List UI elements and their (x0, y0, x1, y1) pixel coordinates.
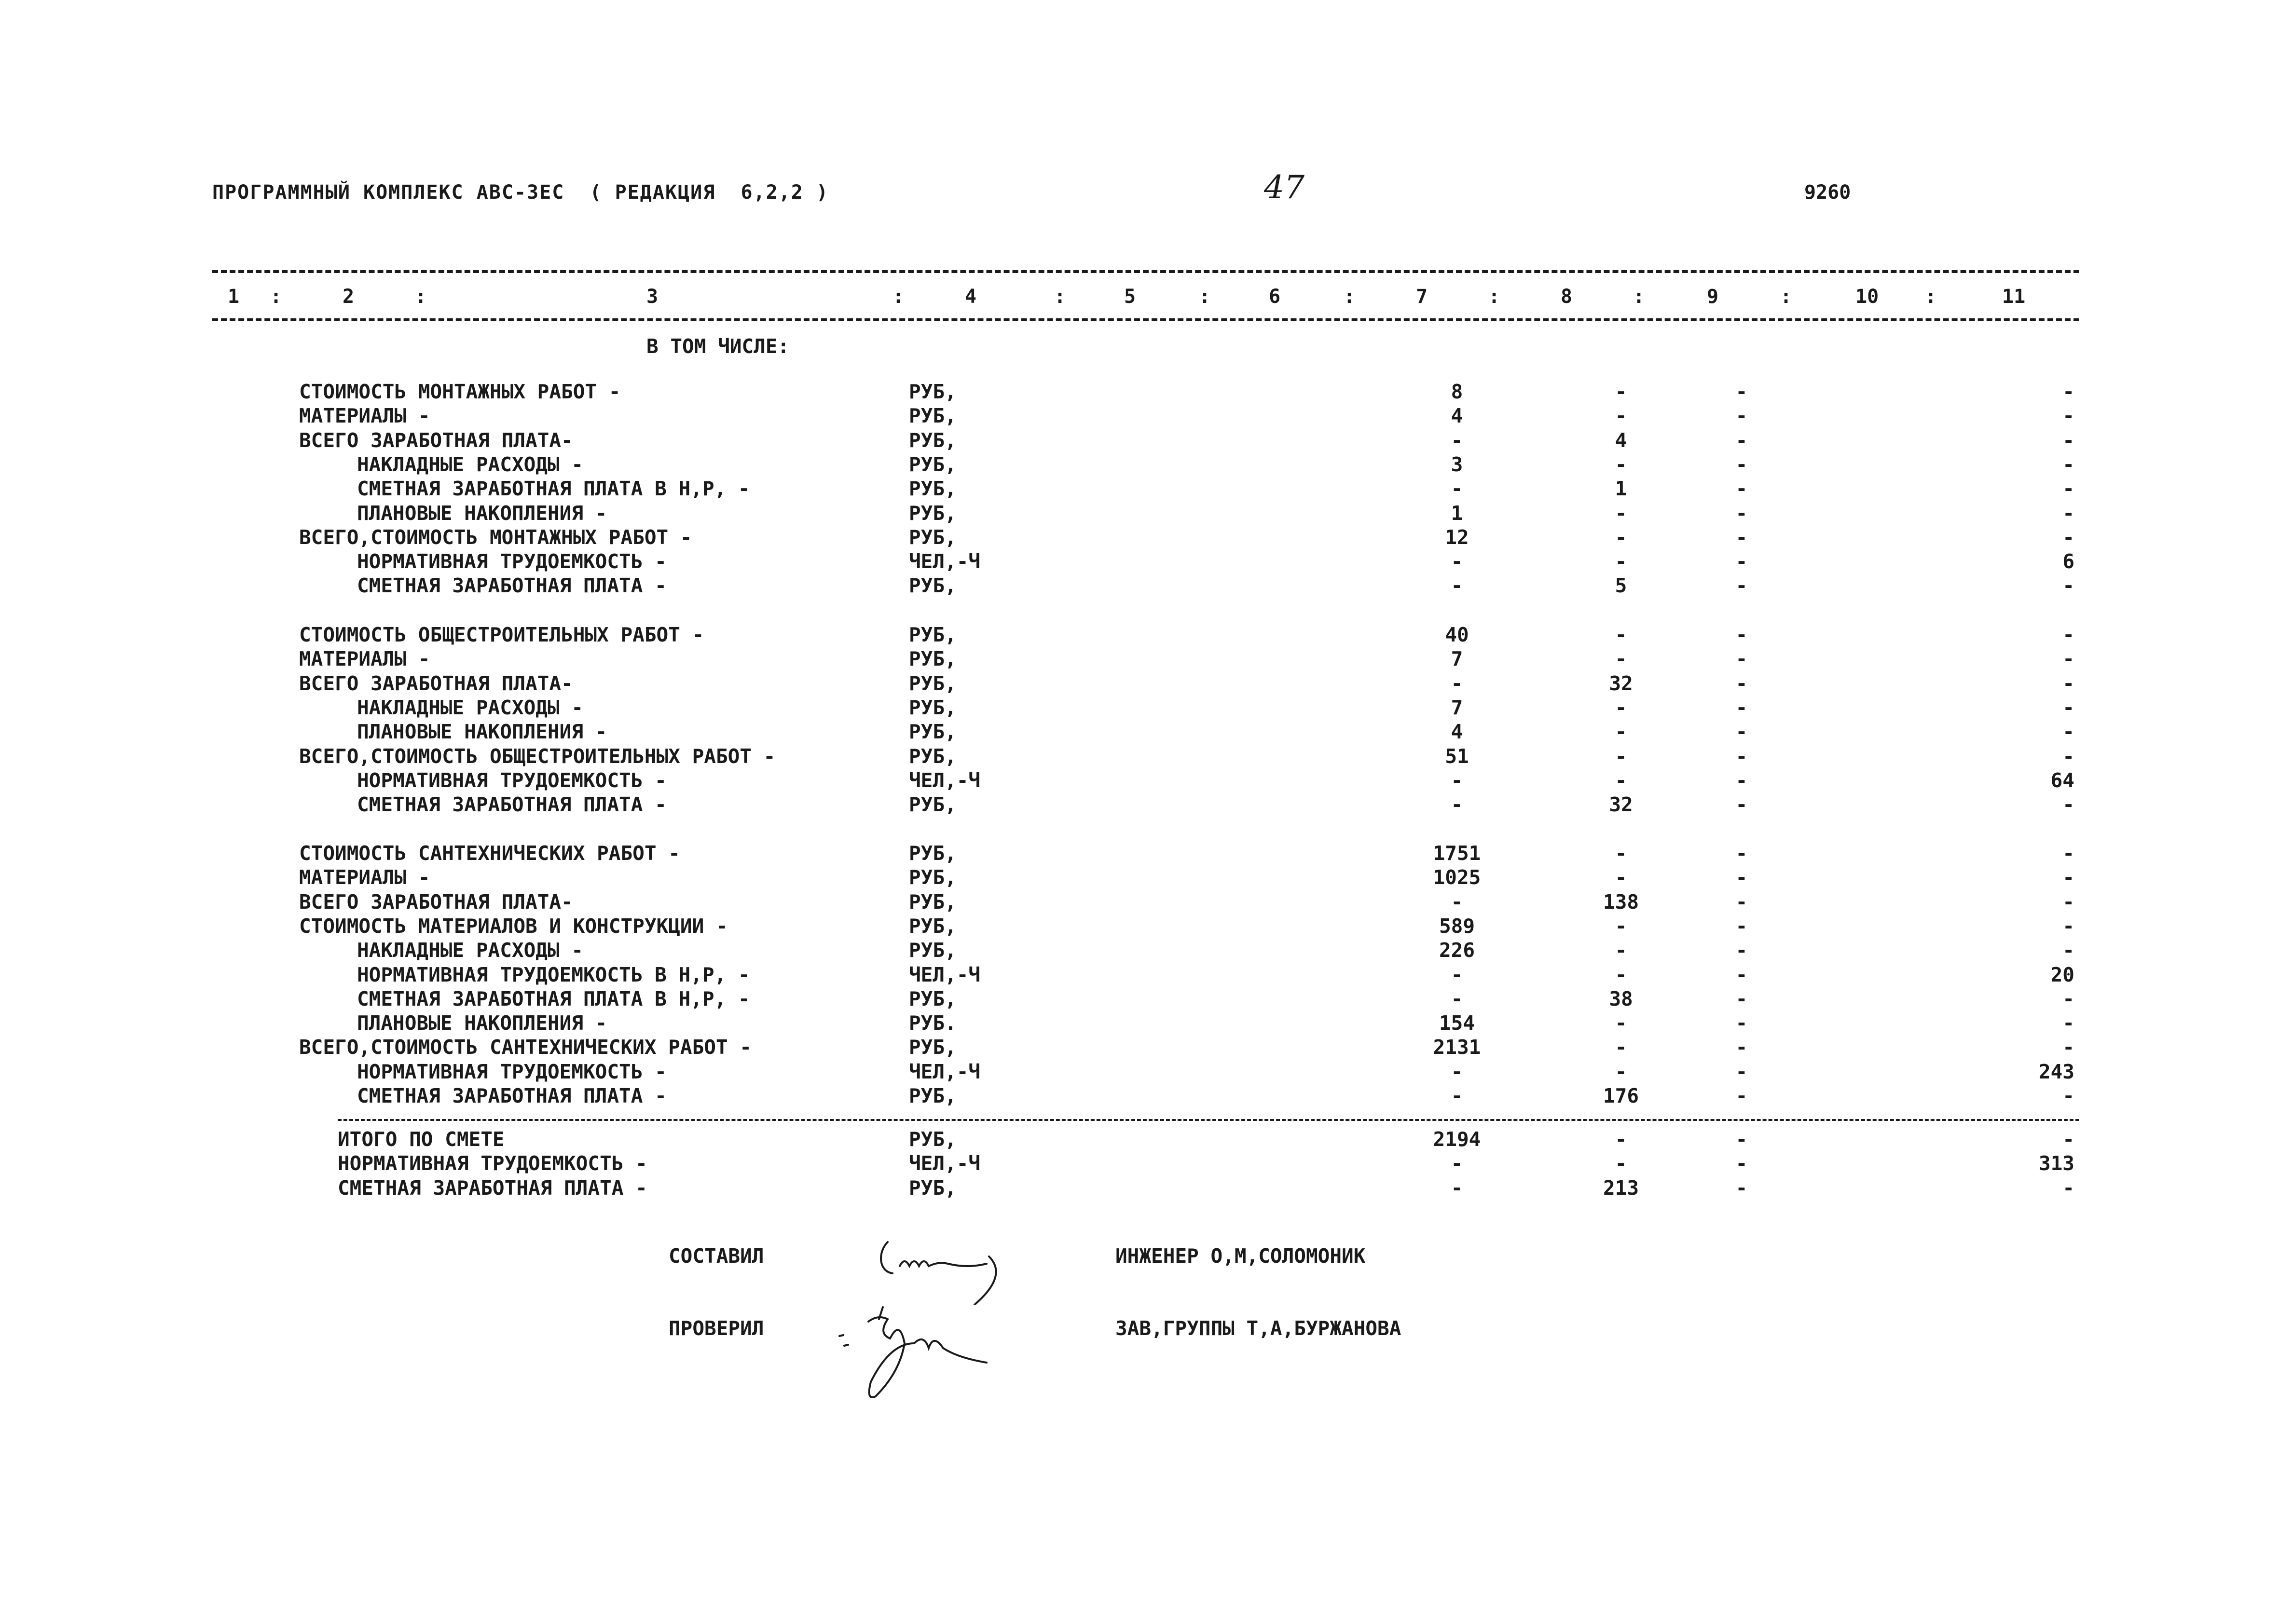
cell-col-9: - (1735, 890, 1748, 914)
cell-col-11: - (2062, 1011, 2074, 1035)
cell-col-9: - (1735, 987, 1748, 1010)
cell-col-9: - (1735, 1176, 1748, 1200)
cell-col-11: - (2062, 842, 2074, 865)
cell-col-8: - (1615, 939, 1627, 962)
row-unit: РУБ, (909, 696, 957, 719)
row-label: СМЕТНАЯ ЗАРАБОТНАЯ ПЛАТА В Н,Р, - (357, 987, 750, 1010)
cell-col-11: - (2062, 1084, 2074, 1107)
cell-col-9: - (1735, 963, 1748, 986)
cell-col-7: 8 (1451, 380, 1463, 403)
cell-col-9: - (1735, 1060, 1748, 1083)
table-row (0, 623, 2279, 647)
row-label: ВСЕГО ЗАРАБОТНАЯ ПЛАТА- (299, 890, 573, 914)
row-label: СМЕТНАЯ ЗАРАБОТНАЯ ПЛАТА В Н,Р, - (357, 477, 750, 500)
table-row (0, 696, 2279, 720)
row-label: НАКЛАДНЫЕ РАСХОДЫ - (357, 939, 583, 962)
cell-col-8: 32 (1609, 793, 1633, 816)
row-unit: РУБ, (909, 1128, 957, 1151)
cell-col-8: - (1615, 963, 1627, 986)
cell-col-7: 4 (1451, 720, 1463, 743)
column-header-5: 5 (1124, 286, 1136, 308)
cell-col-8: - (1615, 1152, 1627, 1175)
checked-by: ЗАВ,ГРУППЫ Т,А,БУРЖАНОВА (1115, 1317, 1401, 1340)
column-separator: : (415, 286, 427, 308)
table-row (0, 939, 2279, 963)
cell-col-11: - (2062, 477, 2074, 500)
cell-col-7: 1 (1451, 502, 1463, 525)
cell-col-9: - (1735, 939, 1748, 962)
row-label: ВСЕГО,СТОИМОСТЬ САНТЕХНИЧЕСКИХ РАБОТ - (299, 1036, 752, 1059)
cell-col-7: - (1451, 1176, 1463, 1200)
row-unit: РУБ, (909, 866, 957, 889)
cell-col-11: 64 (2050, 769, 2074, 792)
row-label: СМЕТНАЯ ЗАРАБОТНАЯ ПЛАТА - (357, 1084, 667, 1107)
row-unit: ЧЕЛ,-Ч (909, 1060, 981, 1083)
row-unit: РУБ, (909, 380, 957, 403)
cell-col-8: - (1615, 502, 1627, 525)
cell-col-11: 243 (2038, 1060, 2074, 1083)
table-row (0, 453, 2279, 477)
cell-col-8: - (1615, 769, 1627, 792)
cell-col-7: - (1451, 769, 1463, 792)
row-label: НАКЛАДНЫЕ РАСХОДЫ - (357, 453, 583, 476)
cell-col-7: - (1451, 672, 1463, 695)
table-row (0, 842, 2279, 866)
cell-col-9: - (1735, 1128, 1748, 1151)
cell-col-9: - (1735, 1084, 1748, 1107)
table-row (0, 477, 2279, 501)
cell-col-8: 5 (1615, 574, 1627, 597)
cell-col-11: - (2062, 574, 2074, 597)
cell-col-9: - (1735, 550, 1748, 573)
cell-col-8: - (1615, 842, 1627, 865)
cell-col-9: - (1735, 502, 1748, 525)
cell-col-9: - (1735, 914, 1748, 938)
row-label: ПЛАНОВЫЕ НАКОПЛЕНИЯ - (357, 1011, 607, 1035)
cell-col-9: - (1735, 696, 1748, 719)
cell-col-11: - (2062, 914, 2074, 938)
cell-col-11: - (2062, 939, 2074, 962)
cell-col-9: - (1735, 842, 1748, 865)
cell-col-11: - (2062, 380, 2074, 403)
column-header-1: 1 (228, 286, 240, 308)
table-row (0, 574, 2279, 598)
subtitle-in-that-number: В ТОМ ЧИСЛЕ: (646, 335, 790, 358)
header-rule-top (212, 270, 2079, 273)
table-row (0, 866, 2279, 890)
cell-col-7: - (1451, 793, 1463, 816)
row-label: НОРМАТИВНАЯ ТРУДОЕМКОСТЬ - (357, 550, 667, 573)
row-label: НОРМАТИВНАЯ ТРУДОЕМКОСТЬ - (338, 1152, 647, 1175)
row-unit: РУБ, (909, 987, 957, 1010)
table-row (0, 1152, 2279, 1176)
row-unit: РУБ, (909, 1084, 957, 1107)
table-row (0, 502, 2279, 526)
row-label: ВСЕГО ЗАРАБОТНАЯ ПЛАТА- (299, 672, 573, 695)
row-unit: ЧЕЛ,-Ч (909, 769, 981, 792)
cell-col-8: - (1615, 696, 1627, 719)
cell-col-8: - (1615, 1128, 1627, 1151)
cell-col-7: 51 (1445, 745, 1469, 768)
cell-col-7: 226 (1439, 939, 1475, 962)
cell-col-7: - (1451, 1060, 1463, 1083)
cell-col-8: - (1615, 623, 1627, 646)
cell-col-9: - (1735, 574, 1748, 597)
row-label: МАТЕРИАЛЫ - (299, 404, 430, 427)
table-row (0, 793, 2279, 817)
cell-col-11: - (2062, 866, 2074, 889)
row-label: СМЕТНАЯ ЗАРАБОТНАЯ ПЛАТА - (338, 1176, 647, 1200)
row-label: СТОИМОСТЬ ОБЩЕСТРОИТЕЛЬНЫХ РАБОТ - (299, 623, 704, 646)
table-row (0, 404, 2279, 428)
column-separator: : (892, 286, 905, 308)
cell-col-9: - (1735, 672, 1748, 695)
cell-col-11: - (2062, 672, 2074, 695)
row-unit: РУБ, (909, 623, 957, 646)
table-row (0, 380, 2279, 404)
cell-col-7: - (1451, 574, 1463, 597)
row-unit: РУБ, (909, 429, 957, 452)
compiled-signature (873, 1228, 1028, 1305)
row-unit: РУБ, (909, 720, 957, 743)
table-row (0, 890, 2279, 914)
row-label: ВСЕГО ЗАРАБОТНАЯ ПЛАТА- (299, 429, 573, 452)
cell-col-8: 4 (1615, 429, 1627, 452)
cell-col-7: 154 (1439, 1011, 1475, 1035)
row-unit: РУБ. (909, 1011, 957, 1035)
cell-col-7: - (1451, 477, 1463, 500)
cell-col-8: 1 (1615, 477, 1627, 500)
column-separator: : (1054, 286, 1066, 308)
cell-col-9: - (1735, 380, 1748, 403)
row-unit: ЧЕЛ,-Ч (909, 963, 981, 986)
row-unit: ЧЕЛ,-Ч (909, 550, 981, 573)
table-row (0, 647, 2279, 671)
column-header-10: 10 (1855, 286, 1879, 308)
table-row (0, 769, 2279, 793)
row-label: МАТЕРИАЛЫ - (299, 866, 430, 889)
table-row (0, 745, 2279, 769)
cell-col-8: - (1615, 404, 1627, 427)
row-unit: РУБ, (909, 939, 957, 962)
cell-col-7: - (1451, 429, 1463, 452)
table-row (0, 550, 2279, 574)
cell-col-8: - (1615, 1036, 1627, 1059)
cell-col-9: - (1735, 1036, 1748, 1059)
cell-col-7: 4 (1451, 404, 1463, 427)
cell-col-7: - (1451, 550, 1463, 573)
table-row (0, 1084, 2279, 1108)
page-number: 47 (1264, 169, 1304, 206)
column-separator: : (1633, 286, 1645, 308)
cell-col-11: - (2062, 404, 2074, 427)
row-unit: РУБ, (909, 1176, 957, 1200)
row-unit: РУБ, (909, 404, 957, 427)
cell-col-11: - (2062, 890, 2074, 914)
compiled-by: ИНЖЕНЕР О,М,СОЛОМОНИК (1115, 1244, 1366, 1268)
cell-col-11: - (2062, 1128, 2074, 1151)
column-separator: : (1344, 286, 1356, 308)
checked-signature (835, 1297, 1028, 1404)
cell-col-8: - (1615, 453, 1627, 476)
cell-col-8: - (1615, 866, 1627, 889)
column-separator: : (1488, 286, 1500, 308)
row-label: ВСЕГО,СТОИМОСТЬ ОБЩЕСТРОИТЕЛЬНЫХ РАБОТ - (299, 745, 776, 768)
table-row (0, 987, 2279, 1011)
program-title: ПРОГРАММНЫЙ КОМПЛЕКС АВС-3ЕС ( РЕДАКЦИЯ 6,2,2 ) (212, 181, 829, 204)
row-unit: РУБ, (909, 647, 957, 670)
totals-rule (338, 1119, 2079, 1121)
row-unit: РУБ, (909, 574, 957, 597)
cell-col-9: - (1735, 477, 1748, 500)
cell-col-7: - (1451, 890, 1463, 914)
cell-col-11: - (2062, 745, 2074, 768)
column-header-6: 6 (1269, 286, 1281, 308)
cell-col-9: - (1735, 453, 1748, 476)
column-separator: : (270, 286, 282, 308)
cell-col-11: 20 (2050, 963, 2074, 986)
row-unit: РУБ, (909, 453, 957, 476)
table-row (0, 526, 2279, 550)
cell-col-7: 7 (1451, 696, 1463, 719)
compiled-label: СОСТАВИЛ (669, 1244, 764, 1268)
cell-col-11: - (2062, 1176, 2074, 1200)
cell-col-11: - (2062, 502, 2074, 525)
column-separator: : (1780, 286, 1792, 308)
cell-col-11: - (2062, 720, 2074, 743)
cell-col-8: 138 (1603, 890, 1639, 914)
cell-col-7: - (1451, 963, 1463, 986)
cell-col-8: - (1615, 1060, 1627, 1083)
column-header-11: 11 (2002, 286, 2026, 308)
table-row (0, 1176, 2279, 1201)
cell-col-11: - (2062, 793, 2074, 816)
document-code: 9260 (1804, 181, 1851, 204)
cell-col-7: 1751 (1433, 842, 1481, 865)
row-unit: РУБ, (909, 1036, 957, 1059)
row-unit: РУБ, (909, 890, 957, 914)
row-label: НОРМАТИВНАЯ ТРУДОЕМКОСТЬ - (357, 1060, 667, 1083)
cell-col-11: - (2062, 623, 2074, 646)
cell-col-7: 7 (1451, 647, 1463, 670)
cell-col-9: - (1735, 623, 1748, 646)
cell-col-7: 1025 (1433, 866, 1481, 889)
cell-col-8: - (1615, 550, 1627, 573)
row-unit: ЧЕЛ,-Ч (909, 1152, 981, 1175)
cell-col-9: - (1735, 404, 1748, 427)
cell-col-9: - (1735, 526, 1748, 549)
cell-col-8: - (1615, 745, 1627, 768)
cell-col-8: - (1615, 647, 1627, 670)
row-unit: РУБ, (909, 842, 957, 865)
row-label: ПЛАНОВЫЕ НАКОПЛЕНИЯ - (357, 720, 607, 743)
row-label: МАТЕРИАЛЫ - (299, 647, 430, 670)
cell-col-8: 213 (1603, 1176, 1639, 1200)
row-label: СТОИМОСТЬ САНТЕХНИЧЕСКИХ РАБОТ - (299, 842, 680, 865)
column-header-8: 8 (1561, 286, 1573, 308)
row-label: НАКЛАДНЫЕ РАСХОДЫ - (357, 696, 583, 719)
cell-col-7: - (1451, 987, 1463, 1010)
row-label: НОРМАТИВНАЯ ТРУДОЕМКОСТЬ - (357, 769, 667, 792)
table-row (0, 720, 2279, 744)
cell-col-11: 313 (2038, 1152, 2074, 1175)
cell-col-9: - (1735, 1152, 1748, 1175)
cell-col-11: - (2062, 1036, 2074, 1059)
cell-col-7: 3 (1451, 453, 1463, 476)
row-label: ИТОГО ПО СМЕТЕ (338, 1128, 505, 1151)
cell-col-8: - (1615, 1011, 1627, 1035)
column-header-3: 3 (646, 286, 659, 308)
cell-col-9: - (1735, 429, 1748, 452)
column-header-7: 7 (1416, 286, 1428, 308)
cell-col-8: 38 (1609, 987, 1633, 1010)
cell-col-11: - (2062, 429, 2074, 452)
cell-col-9: - (1735, 793, 1748, 816)
cell-col-11: - (2062, 526, 2074, 549)
cell-col-11: 6 (2062, 550, 2074, 573)
row-label: НОРМАТИВНАЯ ТРУДОЕМКОСТЬ В Н,Р, - (357, 963, 750, 986)
row-label: СМЕТНАЯ ЗАРАБОТНАЯ ПЛАТА - (357, 793, 667, 816)
cell-col-8: 176 (1603, 1084, 1639, 1107)
cell-col-8: - (1615, 720, 1627, 743)
cell-col-9: - (1735, 1011, 1748, 1035)
table-row (0, 672, 2279, 696)
cell-col-11: - (2062, 647, 2074, 670)
table-row (0, 1060, 2279, 1084)
cell-col-7: 589 (1439, 914, 1475, 938)
column-header-4: 4 (965, 286, 977, 308)
row-unit: РУБ, (909, 672, 957, 695)
table-row (0, 1128, 2279, 1152)
row-label: СТОИМОСТЬ МАТЕРИАЛОВ И КОНСТРУКЦИИ - (299, 914, 728, 938)
checked-label: ПРОВЕРИЛ (669, 1317, 764, 1340)
cell-col-8: - (1615, 914, 1627, 938)
cell-col-8: 32 (1609, 672, 1633, 695)
row-unit: РУБ, (909, 477, 957, 500)
row-unit: РУБ, (909, 745, 957, 768)
cell-col-7: 2131 (1433, 1036, 1481, 1059)
cell-col-9: - (1735, 866, 1748, 889)
table-row (0, 963, 2279, 987)
table-row (0, 914, 2279, 939)
cell-col-9: - (1735, 745, 1748, 768)
table-row (0, 1036, 2279, 1060)
row-unit: РУБ, (909, 793, 957, 816)
table-row (0, 1011, 2279, 1036)
cell-col-9: - (1735, 647, 1748, 670)
row-label: ПЛАНОВЫЕ НАКОПЛЕНИЯ - (357, 502, 607, 525)
column-header-2: 2 (343, 286, 355, 308)
cell-col-7: - (1451, 1084, 1463, 1107)
cell-col-11: - (2062, 453, 2074, 476)
cell-col-9: - (1735, 720, 1748, 743)
row-unit: РУБ, (909, 502, 957, 525)
cell-col-7: 12 (1445, 526, 1469, 549)
row-label: ВСЕГО,СТОИМОСТЬ МОНТАЖНЫХ РАБОТ - (299, 526, 692, 549)
cell-col-7: 40 (1445, 623, 1469, 646)
table-row (0, 429, 2279, 453)
row-label: СТОИМОСТЬ МОНТАЖНЫХ РАБОТ - (299, 380, 621, 403)
cell-col-8: - (1615, 380, 1627, 403)
column-header-9: 9 (1707, 286, 1719, 308)
cell-col-7: - (1451, 1152, 1463, 1175)
cell-col-7: 2194 (1433, 1128, 1481, 1151)
header-rule-bottom (212, 318, 2079, 321)
column-separator: : (1199, 286, 1211, 308)
cell-col-11: - (2062, 987, 2074, 1010)
cell-col-11: - (2062, 696, 2074, 719)
row-label: СМЕТНАЯ ЗАРАБОТНАЯ ПЛАТА - (357, 574, 667, 597)
column-separator: : (1925, 286, 1937, 308)
row-unit: РУБ, (909, 526, 957, 549)
cell-col-9: - (1735, 769, 1748, 792)
cell-col-8: - (1615, 526, 1627, 549)
row-unit: РУБ, (909, 914, 957, 938)
